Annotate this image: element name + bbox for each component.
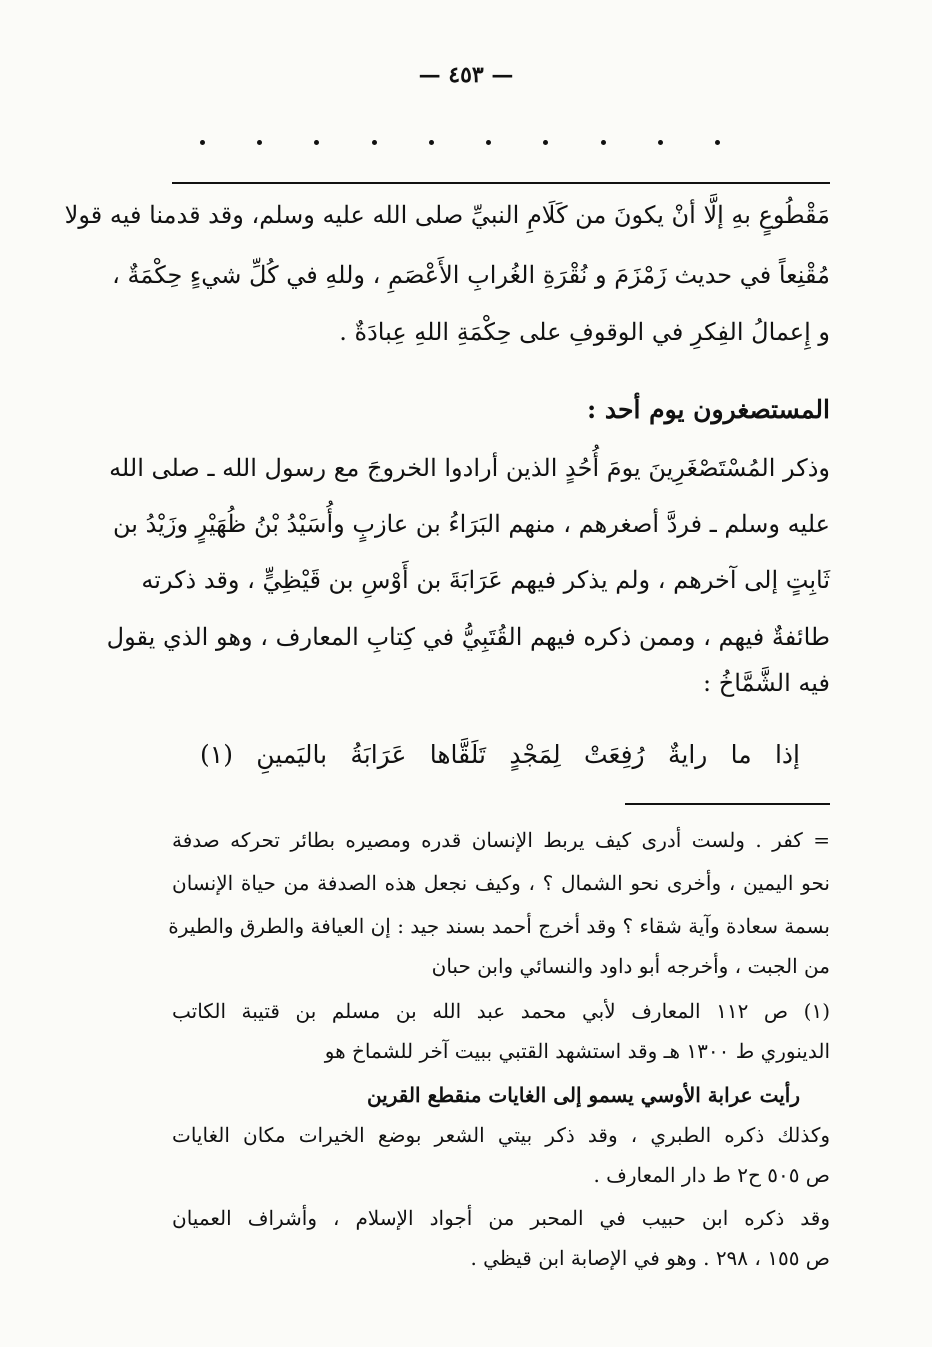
dot xyxy=(486,140,491,145)
dot xyxy=(200,140,205,145)
footnote-line: الدينوري ط ١٣٠٠ هـ وقد استشهد القتبي ببيت آخر للشماخ هو xyxy=(324,1039,830,1063)
body-line: مَقْطُوعٍ بهِ إلَّا أنْ يكونَ من كَلَامِ النبيِّ صلى الله عليه وسلم، وقد قدمنا فيه قولا xyxy=(64,201,830,229)
footnote-line: بسمة سعادة وآية شقاء ؟ وقد أخرج أحمد بسند جيد : إن العيافة والطرق والطيرة xyxy=(168,914,830,938)
dot xyxy=(372,140,377,145)
footnote-divider xyxy=(625,803,830,805)
paragraph-line: فيه الشَّمَّاخُ : xyxy=(703,669,830,697)
footnote-line: ص ٥٠٥ ح٢ ط دار المعارف . xyxy=(593,1163,830,1187)
footnote-line: = كفر . ولست أدرى كيف يربط الإنسان قدره ومصيره بطائر تحركه صدفة xyxy=(172,828,830,852)
dot xyxy=(543,140,548,145)
footnote-line: ص ١٥٥ ، ٢٩٨ . وهو في الإصابة ابن قيظي . xyxy=(470,1246,830,1270)
footnote-verse: رأيت عرابة الأوسي يسمو إلى الغايات منقطع القرين xyxy=(366,1083,800,1107)
paragraph-line: ثَابِتٍ إلى آخرهم ، ولم يذكر فيهم عَرَابَةَ بن أَوْسِ بن قَيْظِيٍّ ، وقد ذكرته xyxy=(141,566,830,594)
footnote-line: نحو اليمين ، وأخرى نحو الشمال ؟ ، وكيف نجعل هذه الصدفة من حياة الإنسان xyxy=(172,871,830,895)
dot xyxy=(429,140,434,145)
dot xyxy=(314,140,319,145)
page-number: — ٤٥٣ — xyxy=(418,62,514,88)
poem-verse xyxy=(200,735,800,775)
ornament-dots xyxy=(200,140,720,145)
section-heading: المستصغرون يوم أحد : xyxy=(586,395,830,424)
body-line: و إِعمالُ الفِكرِ في الوقوفِ على حِكْمَةِ اللهِ عِبادَةٌ . xyxy=(339,318,830,346)
dot xyxy=(715,140,720,145)
footnote-line: وقد ذكره ابن حبيب في المحبر من أجواد الإسلام ، وأشراف العميان xyxy=(172,1206,830,1230)
verse-part: إذا ما رايةٌ xyxy=(667,740,800,769)
paragraph-line: طائفةٌ فيهم ، وممن ذكره فيهم القُتَبِيُّ في كِتابِ المعارف ، وهو الذي يقول xyxy=(106,623,830,651)
paragraph-line: عليه وسلم ـ فردَّ أصغرهم ، منهم البَرَاءُ بن عازبٍ وأُسَيْدُ بْنُ ظُهَيْرٍ وزَيْدُ بن xyxy=(113,510,830,538)
verse-part: عَرَابَةُ باليَمينِ (١) xyxy=(200,740,407,769)
footnote-line: وكذلك ذكره الطبري ، وقد ذكر بيتي الشعر بوضع الخيرات مكان الغايات xyxy=(172,1123,831,1147)
paragraph-line: وذكر المُسْتَصْغَرِينَ يومَ أُحُدٍ الذين أرادوا الخروجَ مع رسول الله ـ صلى الله xyxy=(109,454,830,482)
footnote-line: من الجبت ، وأخرجه أبو داود والنسائي وابن حبان xyxy=(431,954,830,978)
verse-part: تَلَقَّاها xyxy=(429,740,487,769)
dot xyxy=(257,140,262,145)
verse-part: رُفِعَتْ لِمَجْدٍ xyxy=(509,740,645,769)
top-divider xyxy=(172,182,830,184)
dot xyxy=(658,140,663,145)
footnote-line: (١) ص ١١٢ المعارف لأبي محمد عبد الله بن مسلم بن قتيبة الكاتب xyxy=(172,999,830,1023)
body-line: مُقْنِعاً في حديث زَمْزَمَ و نُقْرَةِ الغُرابِ الأَعْصَمِ ، وللهِ في كُلِّ شيءٍ حِكْمَةٌ ، xyxy=(112,261,830,289)
dot xyxy=(601,140,606,145)
